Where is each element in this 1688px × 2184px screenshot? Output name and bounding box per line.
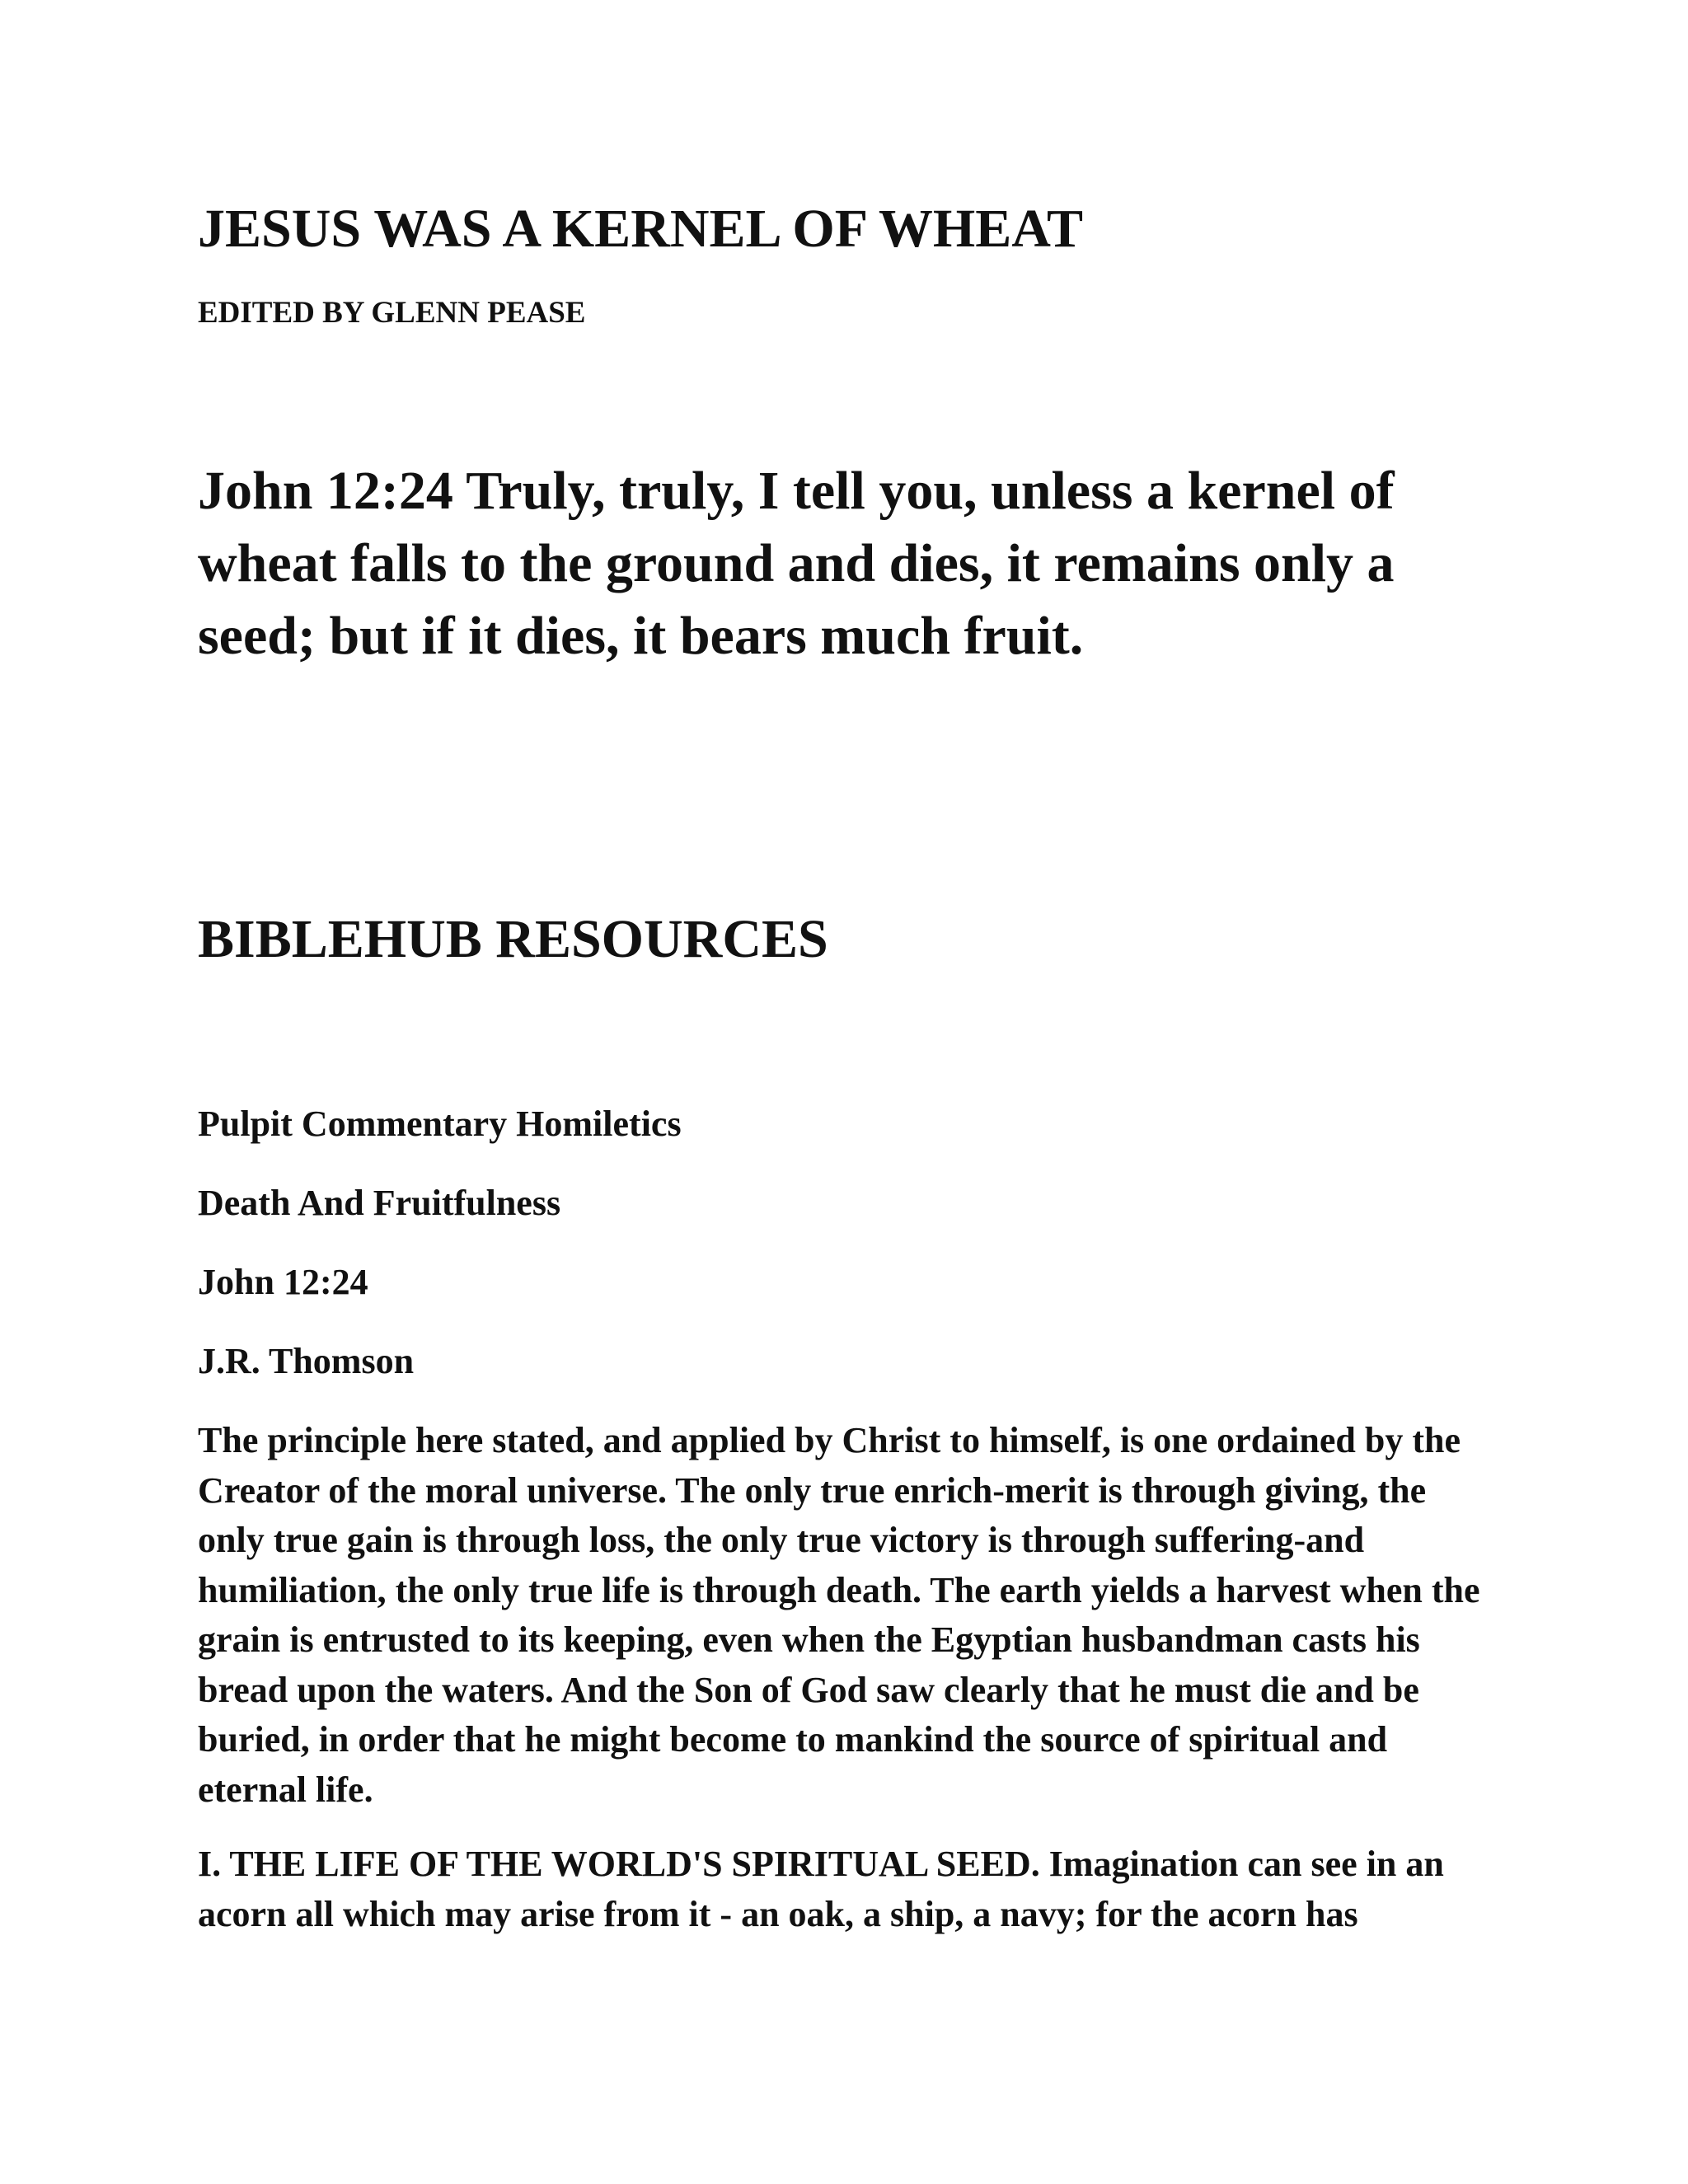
body-paragraph: I. THE LIFE OF THE WORLD'S SPIRITUAL SEED. Imagination can see in an acorn all which may arise from it - an oak, a ship, a navy; for the acorn has <box>198 1844 1444 1934</box>
author-name: J.R. Thomson <box>198 1341 415 1381</box>
section-heading: BIBLEHUB RESOURCES <box>198 909 828 969</box>
scripture-verse: John 12:24 Truly, truly, I tell you, unless a kernel of wheat falls to the ground and dies, it remains only a seed; but if it dies, it bears much fruit. <box>198 461 1395 666</box>
document-title: JESUS WAS A KERNEL OF WHEAT <box>198 199 1084 259</box>
editor-credit: EDITED BY GLENN PEASE <box>198 296 586 330</box>
commentary-source: Pulpit Commentary Homiletics <box>198 1104 682 1144</box>
body-paragraph: The principle here stated, and applied by Christ to himself, is one ordained by the Creator of the moral universe. The only true enrich-merit is through giving, the only true gain is through loss, the only true victory is through suffering-and humiliation, the only true life is through death. The earth yields a harvest when the grain is entrusted to its keeping, even when the Egyptian husbandman casts his bread upon the waters. And the Son of God saw clearly that he must die and be buried, in order that he might become to mankind the source of spiritual and eternal life. <box>198 1420 1480 1810</box>
sermon-title: Death And Fruitfulness <box>198 1183 561 1223</box>
scripture-reference: John 12:24 <box>198 1262 368 1302</box>
